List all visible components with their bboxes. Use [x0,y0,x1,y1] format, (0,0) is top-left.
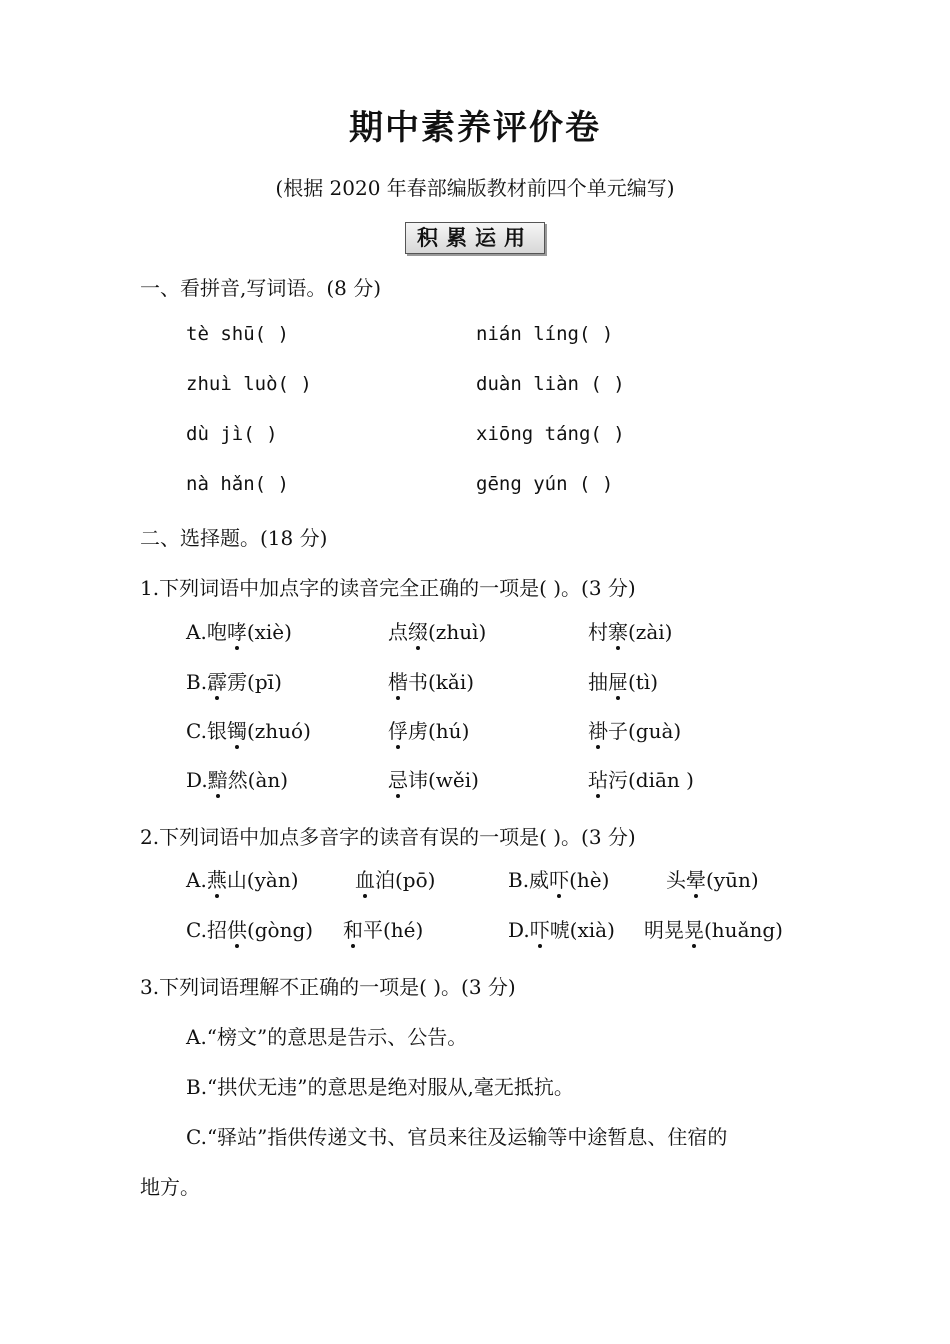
section-badge: 积累运用 [405,222,545,254]
option-row-c [186,715,311,744]
word-part: 唬(xià) [549,918,615,942]
dotted-char: 玷 [588,768,608,792]
option-b-text: B.“拱伏无违”的意思是绝对服从,毫无抵抗。 [186,1075,574,1099]
option-label: A. [186,868,207,892]
word-part: 咆 [206,620,227,644]
word-part: (huǎng) [704,918,783,942]
word-part: 头 [666,868,686,892]
option-word [388,666,474,695]
pinyin-item: zhuì luò( ) [186,373,312,395]
dotted-char: 屉 [608,670,628,694]
option-label: B. [186,670,208,694]
word-part: (gòng) [246,918,314,942]
dotted-char: 吓 [549,868,570,892]
word-part: 村 [588,620,608,644]
option-label: C. [186,719,207,743]
option-word [343,914,423,943]
word-part: 抽 [588,670,608,694]
word-part: 污(diān ) [608,768,694,792]
word-part: 银 [206,719,227,743]
dotted-char: 缀 [408,620,428,644]
option-row-c [186,914,313,943]
option-word [388,764,479,793]
pinyin-item: nián líng( ) [476,323,614,345]
word-part: (yūn) [706,868,759,892]
dotted-char: 晕 [686,868,706,892]
option-word [388,715,469,744]
option-row-d [186,764,288,793]
dotted-char: 镯 [226,719,247,743]
word-part: (zhuó) [246,719,311,743]
option-row-b [508,864,609,893]
word-part: 点 [388,620,408,644]
option-label: B.威 [508,868,550,892]
word-part: 明晃 [644,918,684,942]
pinyin-item: gēng yún ( ) [476,473,614,495]
word-part: 子(guà) [608,719,682,743]
option-word [666,864,759,893]
dotted-char: 霹 [207,670,228,694]
pinyin-item: duàn liàn ( ) [476,373,625,395]
option-word [588,715,681,744]
word-part: (zài) [628,620,673,644]
word-part: (xiè) [246,620,292,644]
dotted-char: 和 [343,918,363,942]
dotted-char: 晃 [684,918,704,942]
word-part: (tì) [628,670,659,694]
page-subtitle: (根据 2020 年春部编版教材前四个单元编写) [275,176,675,200]
option-row-a [186,616,292,645]
dotted-char: 燕 [206,868,227,892]
dotted-char: 忌 [388,768,408,792]
page-title: 期中素养评价卷 [349,108,601,148]
word-part: 山(yàn) [226,868,299,892]
option-row-a [186,864,299,893]
option-label: D. [186,768,208,792]
dotted-char: 血 [355,868,375,892]
word-part: 平(hé) [363,918,424,942]
question-1: 1.下列词语中加点字的读音完全正确的一项是( )。(3 分) [140,576,636,600]
option-row-b [186,666,282,695]
option-word [588,764,694,793]
dotted-char: 黯 [207,768,228,792]
dotted-char: 哮 [226,620,247,644]
pinyin-item: tè shū( ) [186,323,289,345]
dotted-char: 褂 [588,719,608,743]
option-word [588,616,672,645]
pinyin-item: nà hǎn( ) [186,473,289,495]
word-part: (zhuì) [428,620,487,644]
q1-heading: 一、看拼音,写词语。(8 分) [140,276,382,300]
word-part: 泊(pō) [375,868,436,892]
word-part: 书(kǎi) [408,670,475,694]
dotted-char: 俘 [388,719,408,743]
option-word [588,666,658,695]
pinyin-item: dù jì( ) [186,423,278,445]
word-part: (hè) [569,868,610,892]
word-part: 虏(hú) [408,719,470,743]
option-word [388,616,486,645]
question-2: 2.下列词语中加点多音字的读音有误的一项是( )。(3 分) [140,825,636,849]
option-label: A. [186,620,207,644]
dotted-char: 吓 [529,918,550,942]
option-label: D. [508,918,530,942]
option-row-d [508,914,615,943]
word-part: 讳(wěi) [408,768,479,792]
option-word [644,914,783,943]
word-part: 然(àn) [227,768,289,792]
dotted-char: 供 [226,918,247,942]
option-c-text: C.“驿站”指供传递文书、官员来往及运输等中途暂息、住宿的 [186,1125,728,1149]
option-word [355,864,435,893]
question-3: 3.下列词语理解不正确的一项是( )。(3 分) [140,975,516,999]
dotted-char: 楷 [388,670,408,694]
option-c-continuation: 地方。 [140,1175,200,1199]
pinyin-item: xiōng táng( ) [476,423,625,445]
word-part: 雳(pī) [227,670,282,694]
option-label: C.招 [186,918,227,942]
dotted-char: 寨 [608,620,628,644]
option-a-text: A.“榜文”的意思是告示、公告。 [186,1025,468,1049]
q2-heading: 二、选择题。(18 分) [140,526,328,550]
